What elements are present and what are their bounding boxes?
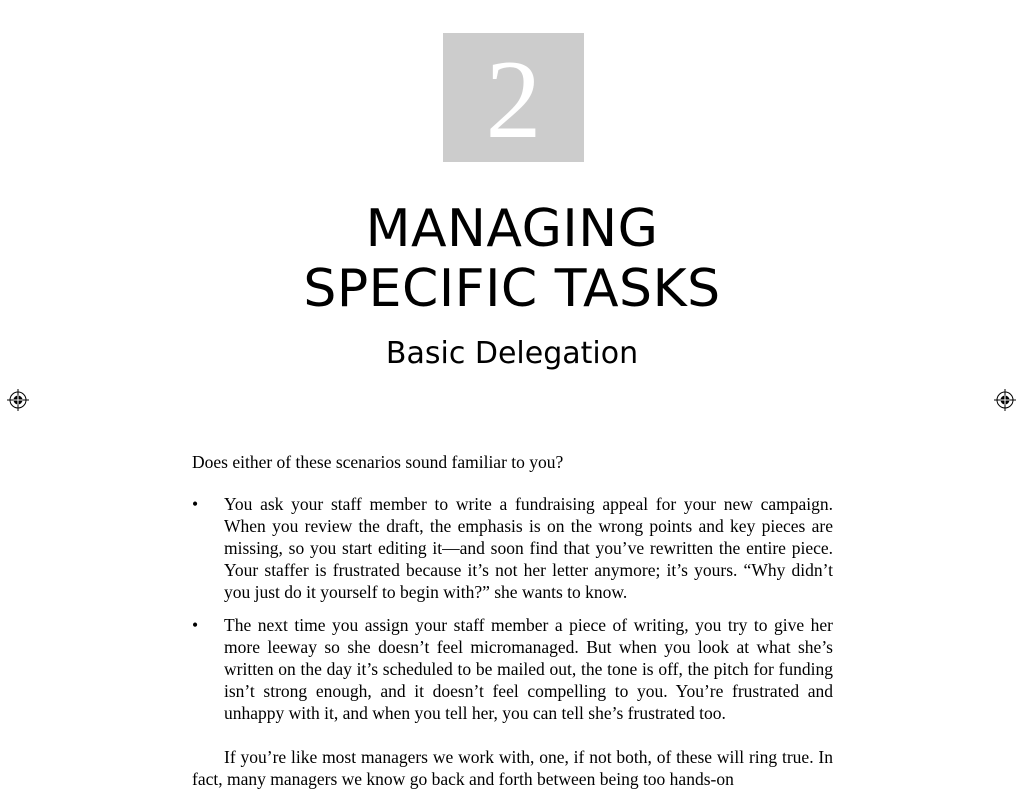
list-item: [192, 493, 833, 603]
chapter-title-line-2: SPECIFIC TASKS: [303, 259, 721, 319]
chapter-number-box: [443, 33, 584, 162]
registration-mark-icon: [994, 389, 1016, 411]
registration-mark-icon: [7, 389, 29, 411]
chapter-title-line-1: MANAGING: [365, 199, 659, 259]
intro-sentence: Does either of these scenarios sound familiar to you?: [192, 452, 564, 472]
list-item-text: You ask your staff member to write a fundraising appeal for your new campaign. When you review the draft, the emphasis is on the wrong points and key pieces are missing, so you start editing it—and soon find that you’ve rewritten the entire piece. Your staffer is frustrated because it’s not her letter anymore; it’s yours. “Why didn’t you just do it yourself to begin with?” she wants to know.: [224, 494, 833, 602]
chapter-subtitle: Basic Delegation: [385, 336, 639, 371]
chapter-title-block: [0, 199, 1024, 372]
bullet-icon: •: [192, 494, 199, 514]
list-item-text: The next time you assign your staff member a piece of writing, you try to give her more leeway so she doesn’t feel micromanaged. But when you look at what she’s written on the day it’s scheduled to be mailed out, the tone is off, the pitch for funding isn’t strong enough, and it doesn’t feel compelling to you. You’re frustrated and unhappy with it, and when you tell her, you can tell she’s frustrated too.: [224, 615, 833, 723]
list-item: [192, 614, 833, 724]
chapter-number: 2: [485, 37, 542, 162]
body-text: [192, 451, 833, 790]
scenario-list: [192, 493, 833, 724]
body-paragraph: If you’re like most managers we work with, one, if not both, of these will ring true. In fact, many managers we know go back and forth between being too hands-on: [192, 747, 833, 789]
bullet-icon: •: [192, 615, 199, 635]
